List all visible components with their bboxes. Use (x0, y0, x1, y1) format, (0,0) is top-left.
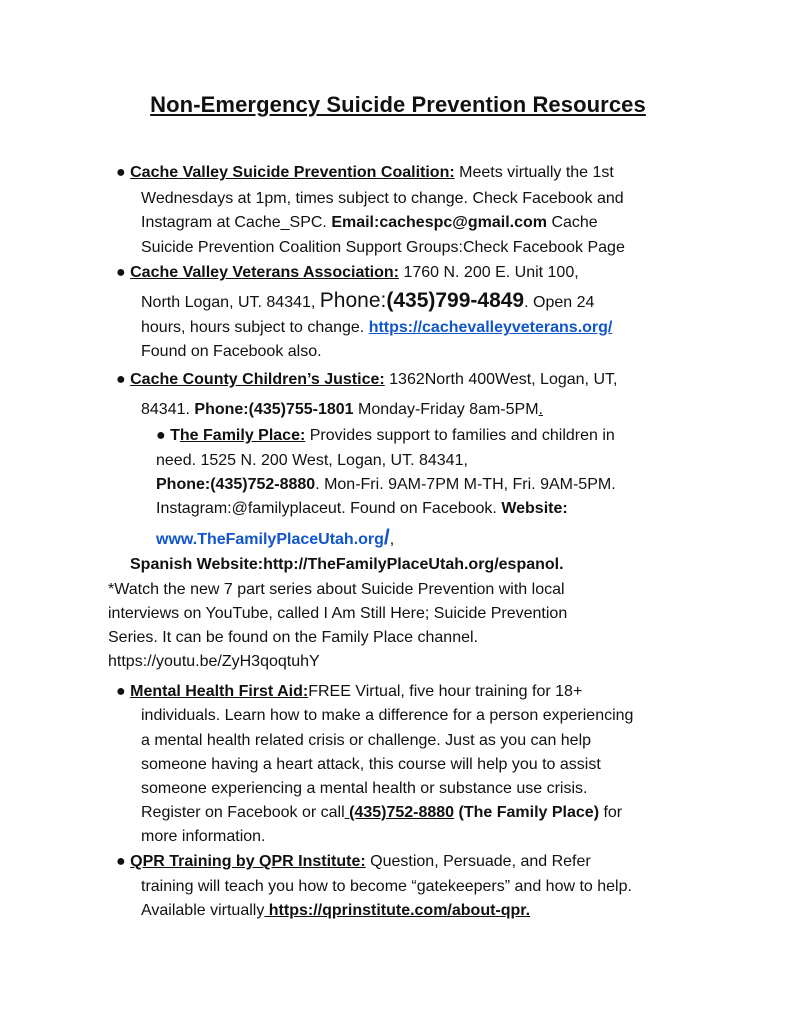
resource-name: Cache County Children’s Justice: (130, 371, 385, 388)
resource-text: someone experiencing a mental health or substance use crisis. (141, 780, 588, 797)
resource-text: . (538, 401, 543, 418)
resource-name-initial: T (170, 427, 180, 444)
email-address[interactable]: Email:cachespc@gmail.com (331, 214, 547, 231)
resource-text: Wednesdays at 1pm, times subject to change. Check Facebook and (141, 190, 624, 207)
resource-text: 84341. (141, 401, 195, 418)
phone-number[interactable]: (435)799-4849 (386, 289, 525, 312)
resource-text: hours, hours subject to change. (141, 319, 369, 336)
org-name: (The Family Place) (454, 804, 600, 821)
bullet: ● (116, 164, 126, 181)
resource-name: Mental Health First Aid: (130, 683, 309, 700)
resource-text: Instagram:@familyplaceut. Found on Facebook. (156, 500, 502, 517)
resource-text: Instagram at Cache_SPC. (141, 214, 332, 231)
resource-text: a mental health related crisis or challenge. Just as you can help (141, 732, 592, 749)
bullet: ● (116, 683, 126, 700)
resource-text: Meets virtually the 1st (454, 164, 614, 181)
resource-text: need. 1525 N. 200 West, Logan, UT. 84341, (156, 452, 468, 469)
resource-text: Provides support to families and children in (305, 427, 615, 444)
resource-text: someone having a heart attack, this course will help you to assist (141, 756, 601, 773)
website-link[interactable]: https://qprinstitute.com/about-qpr. (264, 902, 531, 919)
bullet: ● (116, 264, 126, 281)
bullet: ● (156, 427, 166, 444)
note-text: *Watch the new 7 part series about Suicide Prevention with local (108, 581, 565, 598)
phone-number[interactable]: Phone:(435)752-8880 (156, 476, 316, 493)
resource-text: . Open 24 (524, 294, 595, 311)
resource-text: North Logan, UT. 84341, (141, 294, 320, 311)
resource-text: Register on Facebook or call (141, 804, 345, 821)
resource-text: Question, Persuade, and Refer (365, 853, 591, 870)
resource-text: Found on Facebook also. (141, 343, 322, 360)
resource-text: FREE Virtual, five hour training for 18+ (308, 683, 583, 700)
resource-text: individuals. Learn how to make a difference for a person experiencing (141, 707, 634, 724)
youtube-link[interactable]: https://youtu.be/ZyH3qoqtuhY (108, 653, 320, 670)
phone-number[interactable]: Phone:(435)755-1801 (194, 401, 354, 418)
resource-text: more information. (141, 828, 266, 845)
note-text: interviews on YouTube, called I Am Still Here; Suicide Prevention (108, 605, 568, 622)
bullet: ● (116, 853, 126, 870)
page-title: Non-Emergency Suicide Prevention Resources (150, 92, 646, 117)
resource-text: 1362North 400West, Logan, UT, (384, 371, 618, 388)
resource-name: Cache Valley Suicide Prevention Coalition: (130, 164, 455, 181)
website-link[interactable]: https://cachevalleyveterans.org/ (368, 319, 613, 336)
spanish-website[interactable]: Spanish Website:http://TheFamilyPlaceUtah.org/espanol. (130, 556, 564, 573)
resource-text: . Mon-Fri. 9AM-7PM M-TH, Fri. 9AM-5PM. (315, 476, 616, 493)
resource-text: Monday-Friday 8am-5PM (353, 401, 539, 418)
resource-name: Cache Valley Veterans Association: (130, 264, 399, 281)
phone-number[interactable]: (435)752-8880 (344, 804, 455, 821)
resource-name: he Family Place: (179, 427, 306, 444)
resource-text: , (389, 531, 395, 548)
resource-text: for (599, 804, 623, 821)
resource-text: Suicide Prevention Coalition Support Groups:Check Facebook Page (141, 239, 625, 256)
bullet: ● (116, 371, 126, 388)
phone-label: Phone: (319, 289, 387, 312)
resource-text: training will teach you how to become “gatekeepers” and how to help. (141, 878, 632, 895)
resource-text: Cache (547, 214, 598, 231)
resource-text: Available virtually (141, 902, 265, 919)
resource-text: 1760 N. 200 E. Unit 100, (399, 264, 579, 281)
website-link[interactable]: www.TheFamilyPlaceUtah.org (156, 531, 384, 548)
website-link-slash[interactable]: / (383, 526, 390, 549)
note-text: Series. It can be found on the Family Place channel. (108, 629, 478, 646)
resource-name: QPR Training by QPR Institute: (130, 853, 366, 870)
website-label: Website: (501, 500, 568, 517)
